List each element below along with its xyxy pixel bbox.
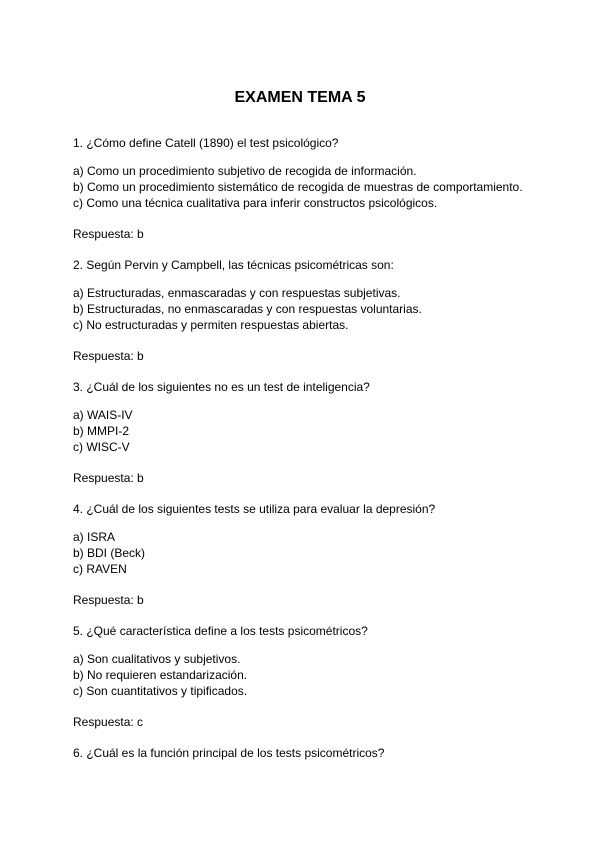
options-list [73, 651, 573, 699]
options-list [73, 285, 573, 333]
answer-text: Respuesta: b [73, 593, 144, 607]
option-a: a) Son cualitativos y subjetivos. [73, 652, 241, 666]
question-5 [73, 623, 573, 730]
answer-text: Respuesta: b [73, 471, 144, 485]
question-1 [73, 135, 573, 242]
question-text: 2. Según Pervin y Campbell, las técnicas psicométricas son: [73, 258, 394, 272]
question-2 [73, 257, 573, 364]
options-list [73, 529, 573, 577]
option-b: b) Estructuradas, no enmascaradas y con respuestas voluntarias. [73, 302, 422, 316]
answer-text: Respuesta: b [73, 349, 144, 363]
option-c: c) Son cuantitativos y tipificados. [73, 684, 248, 698]
option-b: b) MMPI-2 [73, 424, 130, 438]
question-text: 5. ¿Qué característica define a los tests psicométricos? [73, 624, 368, 638]
option-c: c) WISC-V [73, 440, 130, 454]
options-list [73, 407, 573, 455]
question-3 [73, 379, 573, 486]
option-b: b) BDI (Beck) [73, 546, 146, 560]
option-a: a) Estructuradas, enmascaradas y con respuestas subjetivas. [73, 286, 401, 300]
option-a: a) ISRA [73, 530, 116, 544]
option-a: a) Como un procedimiento subjetivo de recogida de información. [73, 164, 417, 178]
question-6 [73, 745, 573, 761]
page-title: EXAMEN TEMA 5 [234, 89, 366, 106]
answer-text: Respuesta: c [73, 715, 144, 729]
question-text: 6. ¿Cuál es la función principal de los tests psicométricos? [73, 746, 385, 760]
question-text: 3. ¿Cuál de los siguientes no es un test de inteligencia? [73, 380, 370, 394]
question-list [73, 135, 573, 773]
question-text: 1. ¿Cómo define Catell (1890) el test psicológico? [73, 136, 339, 150]
question-4 [73, 501, 573, 608]
option-a: a) WAIS-IV [73, 408, 133, 422]
question-text: 4. ¿Cuál de los siguientes tests se utiliza para evaluar la depresión? [73, 502, 436, 516]
option-b: b) No requieren estandarización. [73, 668, 248, 682]
option-c: c) RAVEN [73, 562, 127, 576]
options-list [73, 163, 573, 211]
option-c: c) No estructuradas y permiten respuestas abiertas. [73, 318, 349, 332]
option-c: c) Como una técnica cualitativa para inferir constructos psicológicos. [73, 196, 438, 210]
option-b: b) Como un procedimiento sistemático de recogida de muestras de comportamiento. [73, 180, 523, 194]
answer-text: Respuesta: b [73, 227, 144, 241]
